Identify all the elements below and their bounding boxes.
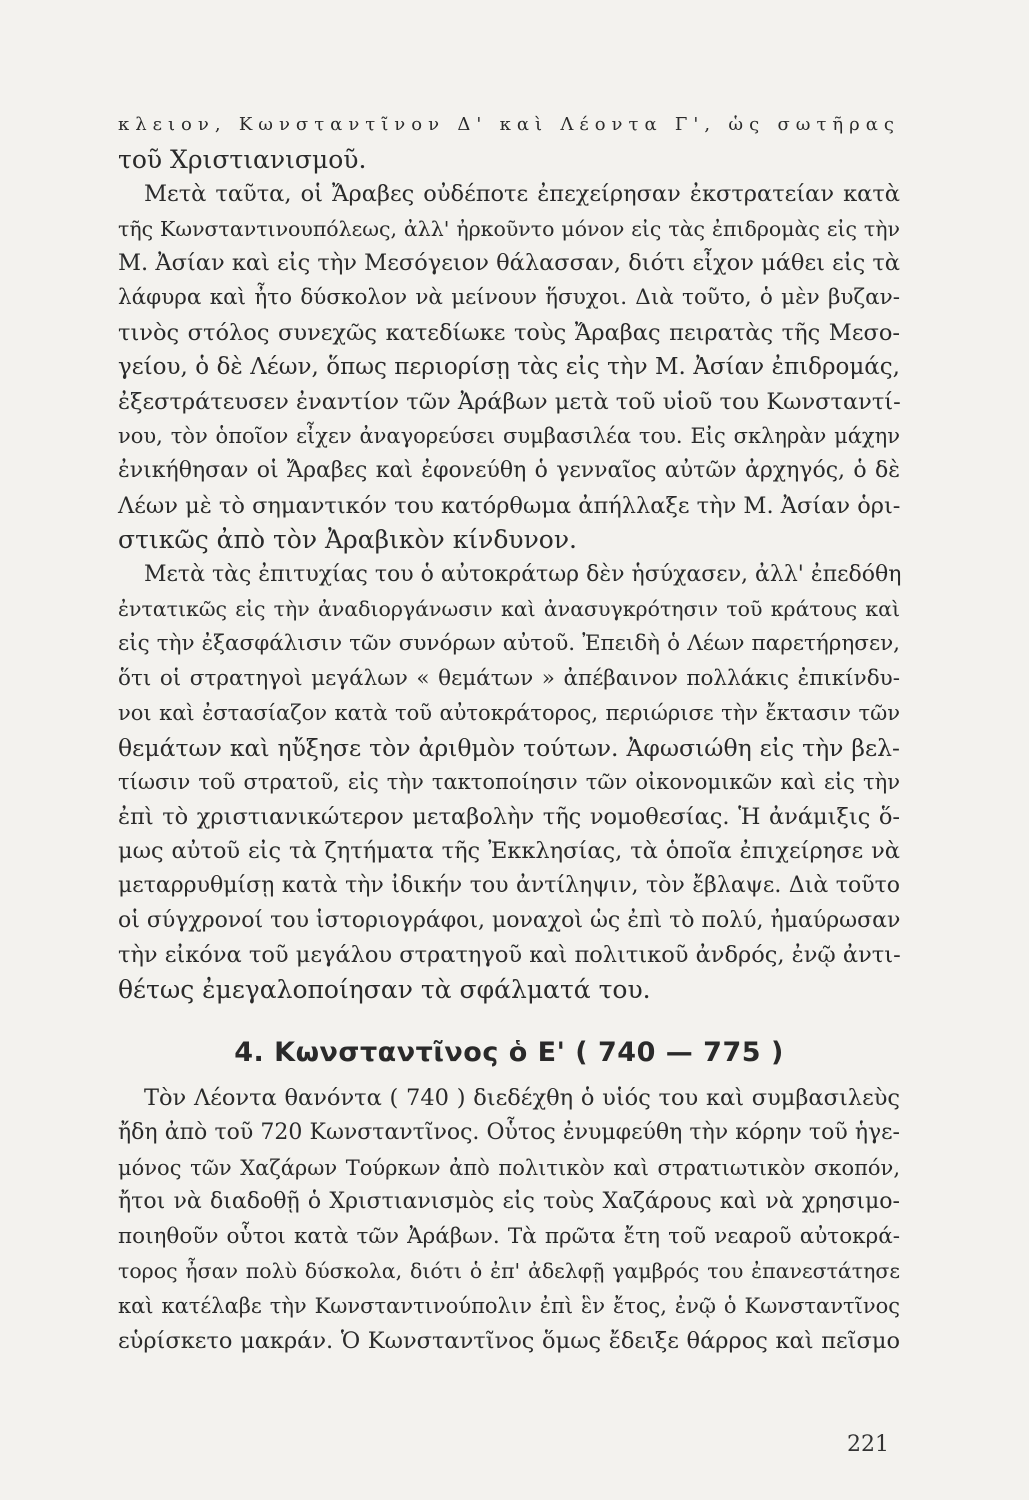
text-line: ὅτι οἱ στρατηγοὶ μεγάλων « θεμάτων » ἀπέβαινον πολλάκις ἐπικίνδυ- — [118, 665, 900, 691]
text-line: Λέων μὲ τὸ σημαντικόν του κατόρθωμα ἀπήλλαξε τὴν Μ. Ἀσίαν ὁρι- — [118, 492, 901, 519]
text-line: θεμάτων καὶ ηὔξησε τὸν ἀριθμὸν τούτων. Ἀφωσιώθη εἰς τὴν βελ- — [118, 733, 900, 762]
text-line: στικῶς ἀπὸ τὸν Ἀραβικὸν κίνδυνον. — [118, 525, 577, 555]
text-line: κλειον, Κωνσταντῖνον Δ' καὶ Λέοντα Γ', ὡς σωτῆρας — [118, 114, 900, 135]
text-line: θέτως ἐμεγαλοποίησαν τὰ σφάλματά του. — [118, 974, 651, 1004]
text-line: νου, τὸν ὁποῖον εἶχεν ἀναγορεύσει συμβασιλέα του. Εἰς σκληρὰν μάχην — [118, 424, 900, 449]
text-line: ἤδη ἀπὸ τοῦ 720 Κωνσταντῖνος. Οὗτος ἐνυμφεύθη τὴν κόρην τοῦ ἡγε- — [118, 1120, 900, 1146]
text-line: ἐξεστράτευσεν ἐναντίον τῶν Ἀράβων μετὰ τοῦ υἱοῦ του Κωνσταντί- — [118, 388, 901, 415]
paragraph — [118, 1081, 900, 1358]
text-line: γείου, ὁ δὲ Λέων, ὅπως περιορίσῃ τὰς εἰς τὴν Μ. Ἀσίαν ἐπιδρομάς, — [118, 354, 900, 381]
text-line: Μετὰ ταῦτα, οἱ Ἄραβες οὐδέποτε ἐπεχείρησαν ἐκστρατείαν κατὰ — [144, 181, 900, 208]
text-line: ἐντατικῶς εἰς τὴν ἀναδιοργάνωσιν καὶ ἀνασυγκρότησιν τοῦ κράτους καὶ — [118, 597, 900, 622]
paragraph — [118, 177, 900, 558]
text-line: εὑρίσκετο μακράν. Ὁ Κωνσταντῖνος ὅμως ἔδειξε θάρρος καὶ πεῖσμο — [118, 1327, 900, 1354]
text-line: μόνος τῶν Χαζάρων Τούρκων ἀπὸ πολιτικὸν καὶ στρατιωτικὸν σκοπόν, — [118, 1155, 900, 1180]
text-line: ἐνικήθησαν οἱ Ἄραβες καὶ ἐφονεύθη ὁ γενναῖος αὐτῶν ἀρχηγός, ὁ δὲ — [118, 457, 900, 483]
text-line: λάφυρα καὶ ἦτο δύσκολον νὰ μείνουν ἥσυχοι. Διὰ τοῦτο, ὁ μὲν βυζαν- — [118, 284, 900, 310]
paragraph — [118, 558, 900, 1008]
text-line: τορος ἦσαν πολὺ δύσκολα, διότι ὁ ἐπ' ἀδελφῇ γαμβρός του ἐπανεστάτησε — [118, 1259, 900, 1284]
text-line: Μετὰ τὰς ἐπιτυχίας του ὁ αὐτοκράτωρ δὲν ἡσύχασεν, ἀλλ' ἐπεδόθη — [144, 561, 902, 587]
text-line: Μ. Ἀσίαν καὶ εἰς τὴν Μεσόγειον θάλασσαν, διότι εἶχον μάθει εἰς τὰ — [118, 250, 900, 277]
page-number: 221 — [847, 1432, 889, 1457]
text-line: εἰς τὴν ἐξασφάλισιν τῶν συνόρων αὐτοῦ. Ἐπειδὴ ὁ Λέων παρετήρησεν, — [118, 630, 900, 656]
text-line: τῆς Κωνσταντινουπόλεως, ἀλλ' ἠρκοῦντο μόνον εἰς τὰς ἐπιδρομὰς εἰς τὴν — [118, 216, 900, 241]
text-line: καὶ κατέλαβε τὴν Κωνσταντινούπολιν ἐπὶ ἓν ἔτος, ἐνῷ ὁ Κωνσταντῖνος — [118, 1294, 900, 1318]
text-line: ποιηθοῦν οὗτοι κατὰ τῶν Ἀράβων. Τὰ πρῶτα ἔτη τοῦ νεαροῦ αὐτοκρά- — [118, 1223, 900, 1249]
text-line: τινὸς στόλος συνεχῶς κατεδίωκε τοὺς Ἄραβας πειρατὰς τῆς Μεσο- — [118, 319, 900, 346]
text-line: οἱ σύγχρονοί του ἱστοριογράφοι, μοναχοὶ ὡς ἐπὶ τὸ πολύ, ἠμαύρωσαν — [118, 907, 901, 933]
text-line: μως αὐτοῦ εἰς τὰ ζητήματα τῆς Ἐκκλησίας, τὰ ὁποῖα ἐπιχείρησε νὰ — [118, 838, 900, 865]
text-line: μεταρρυθμίσῃ κατὰ τὴν ἰδικήν του ἀντίληψιν, τὸν ἔβλαψε. Διὰ τοῦτο — [118, 873, 900, 899]
book-page — [118, 108, 900, 1358]
text-line: ἤτοι νὰ διαδοθῇ ὁ Χριστιανισμὸς εἰς τοὺς Χαζάρους καὶ νὰ χρησιμο- — [118, 1189, 900, 1215]
text-line: Τὸν Λέοντα θανόντα ( 740 ) διεδέχθη ὁ υἱός του καὶ συμβασιλεὺς — [144, 1085, 900, 1112]
text-line: τὴν εἰκόνα τοῦ μεγάλου στρατηγοῦ καὶ πολιτικοῦ ἀνδρός, ἐνῷ ἀντι- — [118, 942, 901, 969]
text-line: τίωσιν τοῦ στρατοῦ, εἰς τὴν τακτοποίησιν τῶν οἰκονομικῶν καὶ εἰς τὴν — [118, 770, 900, 795]
section-heading: 4. Κωνσταντῖνος ὁ Ε' ( 740 — 775 ) — [234, 1037, 784, 1069]
text-line: νοι καὶ ἐστασίαζον κατὰ τοῦ αὐτοκράτορος, περιώρισε τὴν ἔκτασιν τῶν — [118, 701, 900, 726]
text-line: τοῦ Χριστιανισμοῦ. — [118, 144, 367, 174]
text-line: ἐπὶ τὸ χριστιανικώτερον μεταβολὴν τῆς νομοθεσίας. Ἡ ἀνάμιξις ὅ- — [118, 803, 900, 830]
paragraph — [118, 108, 900, 177]
